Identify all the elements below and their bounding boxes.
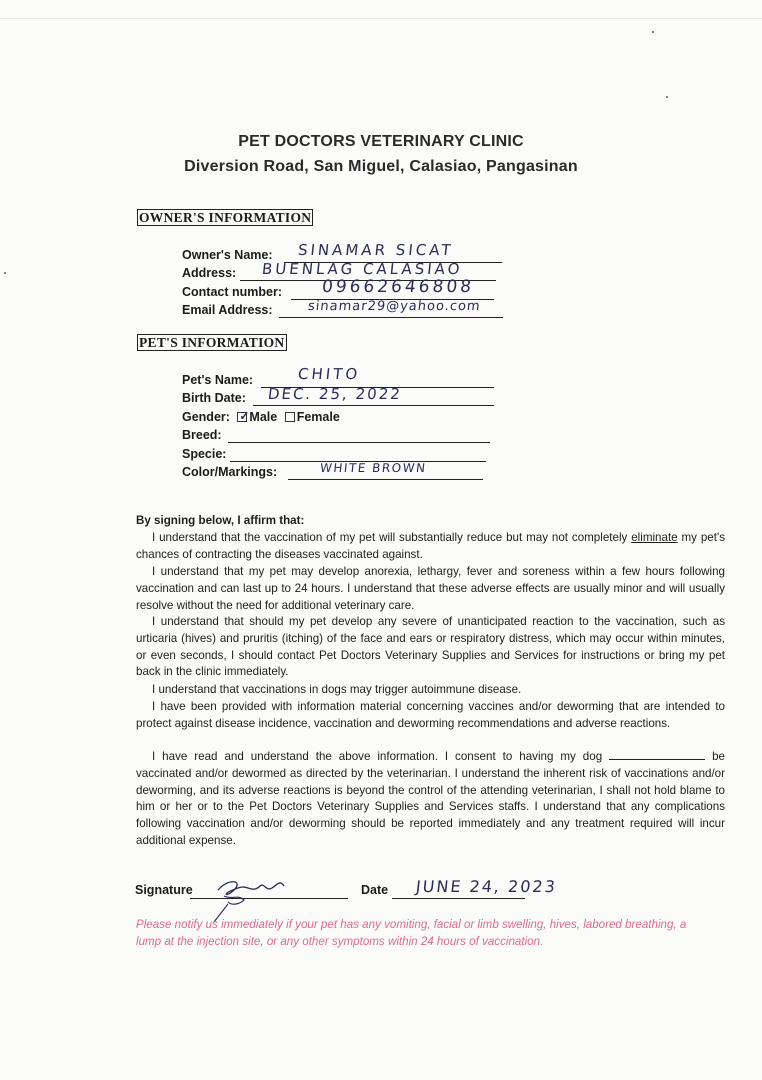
date-line bbox=[392, 898, 525, 899]
clinic-address: Diversion Road, San Miguel, Calasiao, Pangasinan bbox=[184, 158, 578, 175]
signature-label: Signature bbox=[135, 883, 193, 897]
affirm-paragraph-1 bbox=[136, 530, 725, 564]
contact-row bbox=[182, 283, 282, 301]
color-row bbox=[182, 463, 277, 481]
scan-speck bbox=[666, 96, 668, 98]
gender-female-label: Female bbox=[296, 410, 340, 424]
address-row bbox=[182, 264, 236, 282]
notify-note: Please notify us immediately if your pet has any vomiting, facial or limb swelling, hives, labored breathing, a lump at the injection site, or any other symptoms within 24 hours of vaccination. bbox=[136, 918, 687, 948]
affirm-p2: I understand that my pet may develop anorexia, lethargy, fever and soreness within a few hours following vaccination and can last up to 24 hours. I understand that these adverse effects are usually minor and will usually resolve without the need for additional veterinary care. bbox=[136, 565, 725, 612]
specie-row bbox=[182, 445, 226, 463]
address-value[interactable]: BUENLAG CALASIAO bbox=[261, 260, 464, 278]
pet-name-row bbox=[182, 371, 253, 389]
affirm-p5: I have been provided with information material concerning vaccines and/or deworming that are intended to protect against disease incidence, vaccination and deworming recommendations and adverse reactions. bbox=[136, 700, 725, 730]
scan-speck bbox=[4, 272, 6, 274]
scan-speck bbox=[652, 31, 654, 33]
affirm-intro: By signing below, I affirm that: bbox=[136, 514, 305, 527]
owner-section-heading: OWNER'S INFORMATION bbox=[139, 210, 312, 225]
pet-name-value[interactable]: CHITO bbox=[297, 365, 362, 383]
dog-name-blank[interactable] bbox=[609, 749, 705, 760]
contact-value[interactable]: 09662646808 bbox=[320, 277, 476, 297]
affirm-paragraph-5 bbox=[136, 699, 725, 733]
affirm-p1-underlined: eliminate bbox=[631, 531, 678, 544]
gender-male-label: Male bbox=[249, 410, 278, 424]
birth-row bbox=[182, 389, 246, 407]
gender-male-checkbox[interactable] bbox=[237, 412, 247, 422]
date-value[interactable]: JUNE 24, 2023 bbox=[415, 877, 558, 896]
clinic-name: PET DOCTORS VETERINARY CLINIC bbox=[238, 133, 524, 150]
owner-name-value[interactable]: SINAMAR SICAT bbox=[297, 241, 455, 259]
affirm-p1-post: my pet's chances of contracting the diseases vaccinated against. bbox=[136, 531, 725, 561]
gender-label: Gender: bbox=[182, 410, 230, 424]
affirm-paragraph-3 bbox=[136, 614, 725, 681]
gender-row bbox=[182, 408, 340, 426]
affirm-paragraph-4 bbox=[136, 682, 725, 699]
email-value[interactable]: sinamar29@yahoo.com bbox=[307, 299, 482, 314]
owner-name-label: Owner's Name: bbox=[182, 248, 273, 262]
address-label: Address: bbox=[182, 266, 237, 280]
affirm-paragraph-6 bbox=[136, 749, 725, 850]
date-label: Date bbox=[361, 883, 389, 897]
birth-label: Birth Date: bbox=[182, 391, 246, 405]
breed-row bbox=[182, 426, 222, 444]
breed-line[interactable] bbox=[228, 442, 490, 443]
email-line bbox=[279, 317, 503, 318]
owner-name-row bbox=[182, 246, 273, 264]
color-label: Color/Markings: bbox=[182, 465, 278, 479]
pet-section-heading: PET'S INFORMATION bbox=[139, 335, 285, 350]
gender-female-checkbox[interactable] bbox=[285, 412, 295, 422]
color-line bbox=[288, 479, 483, 480]
birth-line bbox=[253, 405, 494, 406]
affirm-p6-pre: I have read and understand the above information. I consent to having my dog bbox=[152, 750, 603, 763]
scan-edge-line bbox=[0, 18, 762, 19]
birth-value[interactable]: DEC. 25, 2022 bbox=[267, 385, 403, 403]
affirm-paragraph-2 bbox=[136, 564, 725, 614]
affirm-p6-post: be vaccinated and/or dewormed as directed by the veterinarian. I understand the inherent risk of vaccinations and/or deworming, and its adverse reactions is beyond the control of the attending veterinarian, I shall not hold blame to him or her or to the Pet Doctors Veterinary Supplies and Services staffs. I understand that any complications following vaccination and/or deworming should be reported immediately and any treatment required will incur additional expense. bbox=[136, 750, 725, 847]
pet-name-label: Pet's Name: bbox=[182, 373, 254, 387]
email-row bbox=[182, 301, 273, 319]
specie-label: Specie: bbox=[182, 447, 227, 461]
affirm-p4: I understand that vaccinations in dogs may trigger autoimmune disease. bbox=[152, 683, 522, 696]
affirm-p3: I understand that should my pet develop any severe of unanticipated reaction to the vaccination, such as urticaria (hives) and pruritis (itching) of the face and ears or respiratory distress, which may occur within minutes, or even seconds, I should contact Pet Doctors Veterinary Supplies and Services for instructions or bring my pet back in the clinic immediately. bbox=[136, 615, 725, 679]
affirm-p1-pre: I understand that the vaccination of my pet will substantially reduce but may not completely bbox=[152, 531, 632, 544]
email-label: Email Address: bbox=[182, 303, 273, 317]
contact-label: Contact number: bbox=[182, 285, 282, 299]
color-value[interactable]: WHITE BROWN bbox=[319, 461, 428, 475]
breed-label: Breed: bbox=[182, 428, 222, 442]
